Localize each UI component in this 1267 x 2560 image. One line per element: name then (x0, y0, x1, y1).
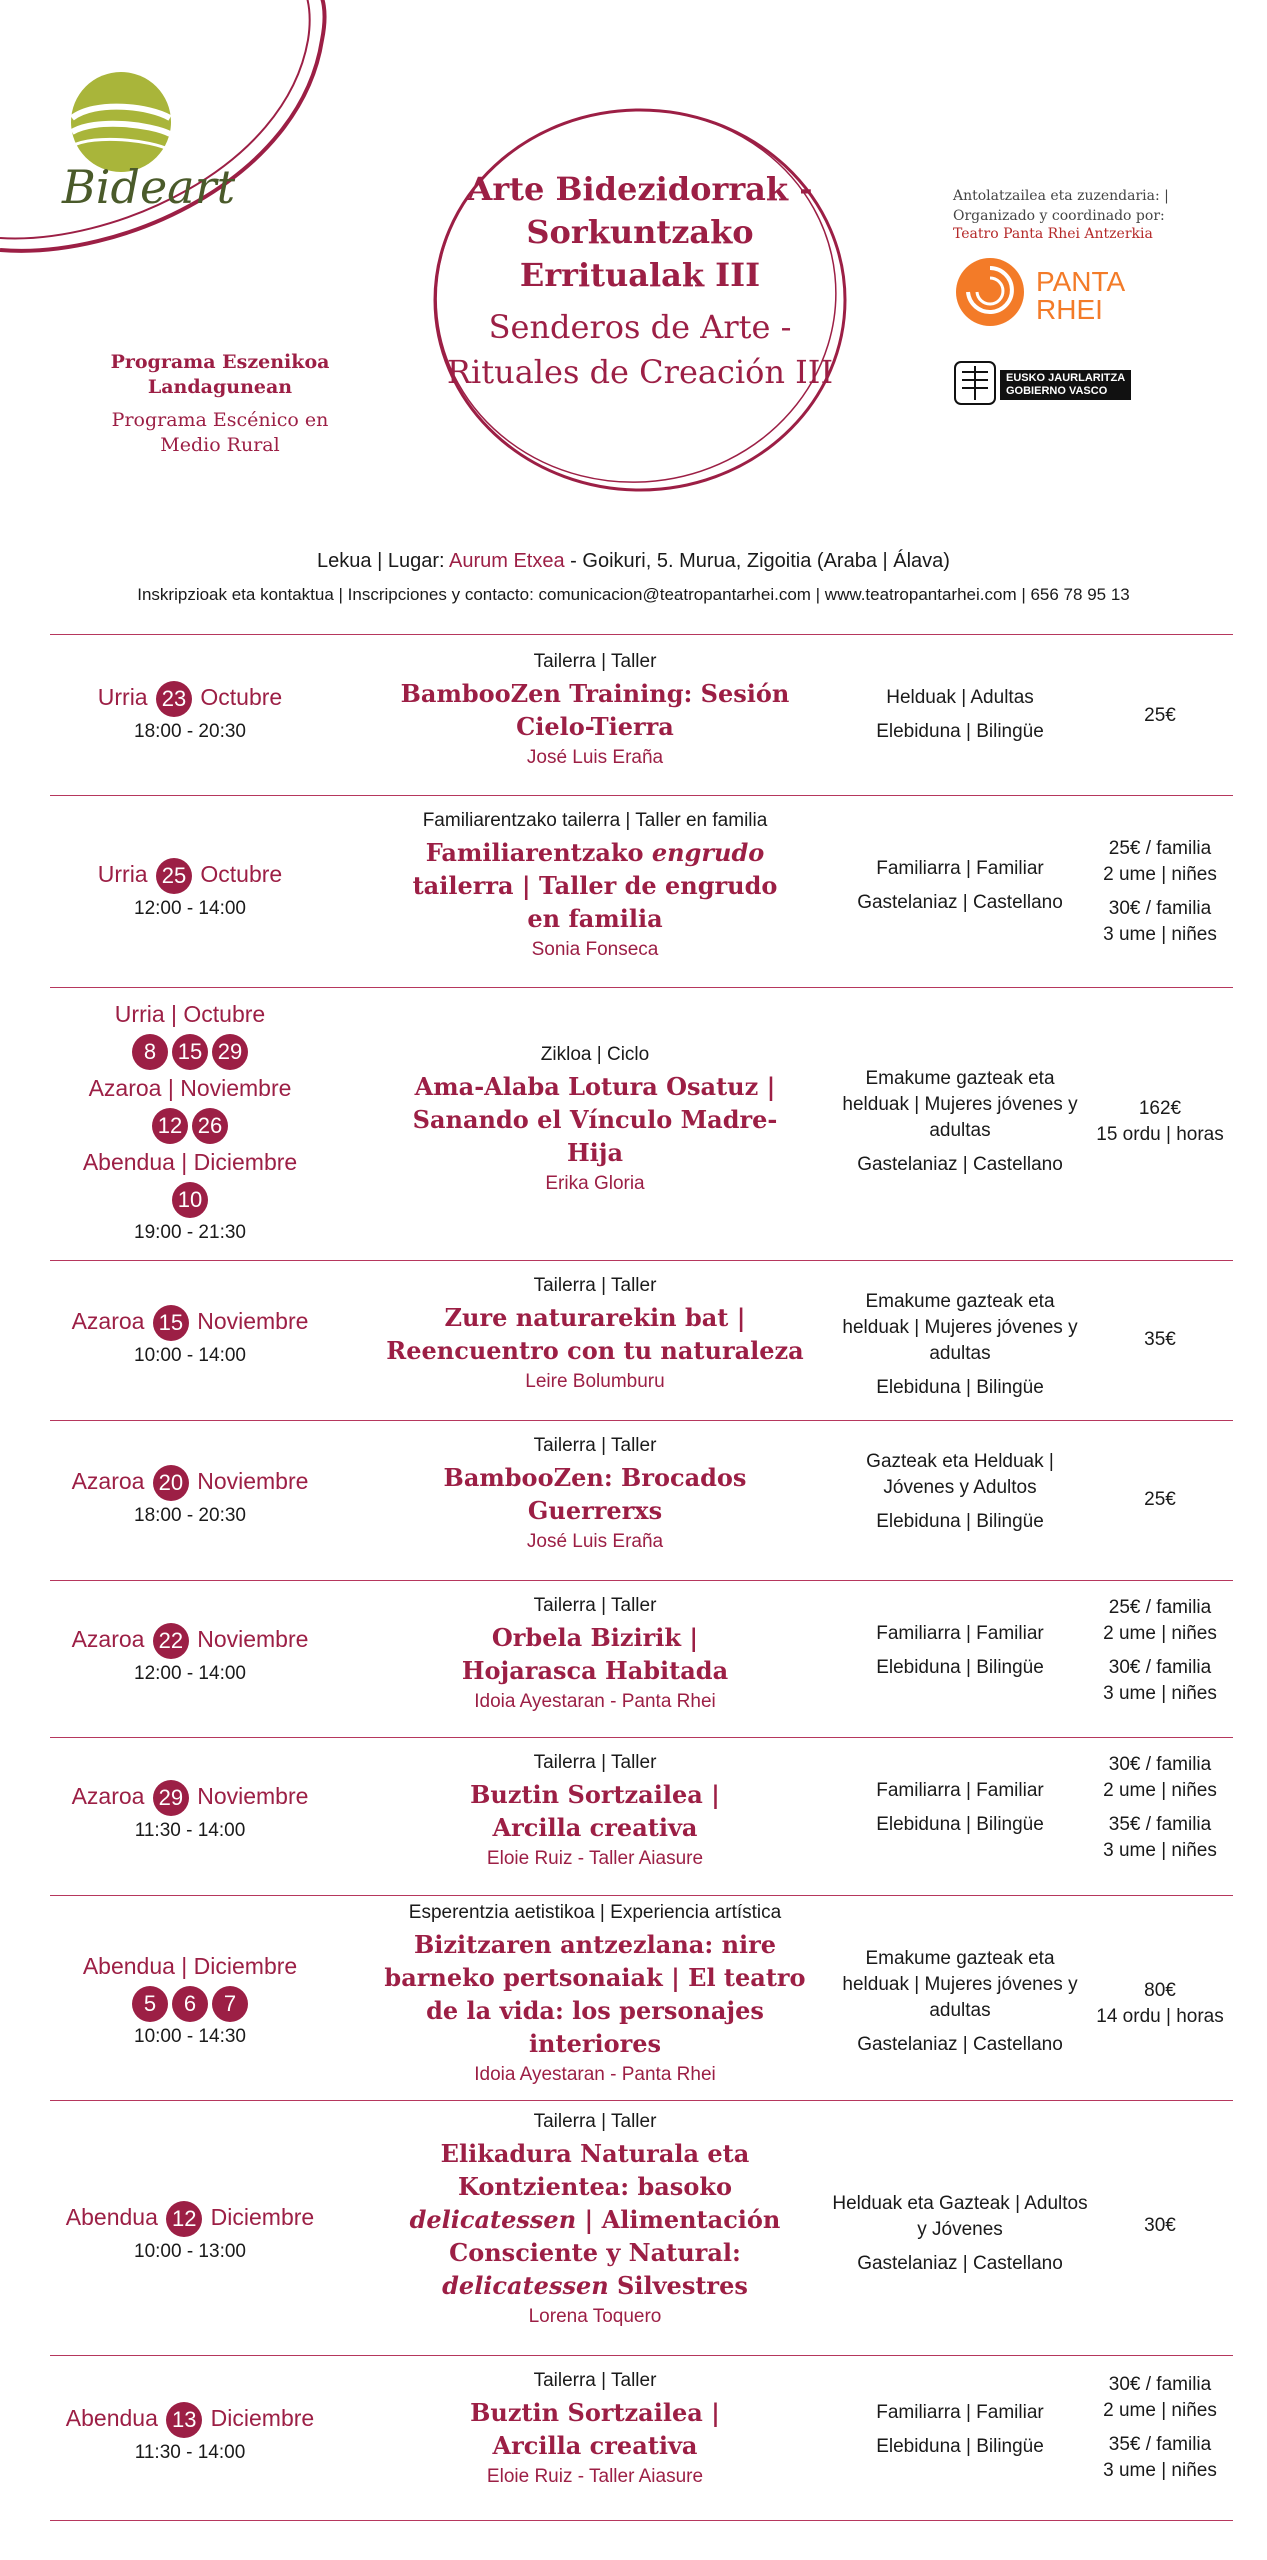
event-title: Ama-Alaba Lotura Osatuz | Sanando el Vínculo Madre-Hija (412, 1072, 778, 1167)
price-line: 2 ume | niñes (1103, 1780, 1217, 1801)
event-date (50, 2400, 330, 2468)
divider (50, 2520, 1233, 2521)
month-eu: Abendua (65, 2204, 158, 2230)
price-line: 25€ (1144, 705, 1176, 726)
event-time: 10:00 - 14:30 (134, 2025, 246, 2047)
event-audience (830, 856, 1090, 916)
event-category: Tailerra | Taller (533, 1595, 657, 1616)
month-eu: Azaroa (71, 1308, 145, 1334)
day-badge: 15 (172, 1034, 208, 1070)
day-badge: 23 (156, 681, 192, 717)
panta-rhei-logo-icon (956, 258, 1024, 326)
government-logo-text (1000, 370, 1131, 400)
event-title: Buztin Sortzailea | Arcilla creativa (470, 1780, 720, 1842)
event-title: BambooZen: Brocados Guerrerxs (443, 1463, 747, 1525)
day-badges (50, 1180, 330, 1218)
event-date (50, 856, 330, 924)
price-line: 3 ume | niñes (1103, 1840, 1217, 1861)
day-badge: 10 (172, 1182, 208, 1218)
panta-rhei-logo-word-2: RHEI (1036, 294, 1103, 325)
price-line: 3 ume | niñes (1103, 924, 1217, 945)
day-badge: 13 (166, 2402, 202, 2438)
price-line: 35€ / familia (1108, 2434, 1212, 2455)
month-es: Diciembre (210, 2204, 315, 2230)
month-es: Noviembre (197, 1308, 309, 1334)
price-line: 14 ordu | horas (1096, 2006, 1224, 2027)
language-line: Elebiduna | Bilingüe (876, 1377, 1044, 1398)
event-time: 19:00 - 21:30 (134, 1221, 246, 1243)
event-info (330, 806, 860, 965)
event-facilitator: Eloie Ruiz - Taller Aiasure (486, 1848, 704, 1869)
organizer-name: Teatro Panta Rhei Antzerkia (953, 226, 1153, 242)
government-crest-icon (955, 362, 995, 404)
day-badges (50, 1032, 330, 1070)
program-title-es: Programa Escénico en Medio Rural (111, 409, 329, 456)
event-date (50, 1778, 330, 1846)
language-line: Gastelaniaz | Castellano (857, 2253, 1063, 2274)
event-facilitator: Eloie Ruiz - Taller Aiasure (486, 2466, 704, 2487)
language-line: Elebiduna | Bilingüe (876, 1511, 1044, 1532)
price-line: 2 ume | niñes (1103, 864, 1217, 885)
event-audience (830, 2191, 1090, 2277)
day-badge: 6 (172, 1986, 208, 2022)
event-row (50, 1421, 1233, 1580)
day-badges (50, 1106, 330, 1144)
date-line (50, 1463, 330, 1501)
language-line: Elebiduna | Bilingüe (876, 1814, 1044, 1835)
event-row (50, 1896, 1233, 2100)
event-time: 10:00 - 13:00 (134, 2240, 246, 2262)
audience-line: Emakume gazteak eta helduak | Mujeres jóvenes y adultas (842, 1948, 1078, 2021)
month-line: Abendua | Diciembre (82, 1953, 298, 1979)
bideart-logo-icon (71, 72, 171, 172)
month-es: Noviembre (197, 1783, 309, 1809)
event-price (1080, 1096, 1240, 1148)
title-part: Elikadura Naturala eta Kontzientea: basoko (440, 2139, 750, 2201)
event-facilitator: José Luis Eraña (526, 1531, 664, 1552)
event-time: 18:00 - 20:30 (134, 720, 246, 742)
event-info (330, 1271, 860, 1397)
event-price (1080, 2372, 1240, 2484)
location-prefix: Lekua | Lugar: (317, 550, 445, 572)
language-line: Elebiduna | Bilingüe (876, 1657, 1044, 1678)
price-line: 162€ (1138, 1098, 1182, 1119)
event-category: Tailerra | Taller (533, 1275, 657, 1296)
price-line: 30€ / familia (1108, 2374, 1212, 2395)
language-line: Elebiduna | Bilingüe (876, 2436, 1044, 2457)
event-time: 12:00 - 14:00 (134, 1662, 246, 1684)
day-badge: 5 (132, 1986, 168, 2022)
audience-line: Emakume gazteak eta helduak | Mujeres jóvenes y adultas (842, 1291, 1078, 1364)
day-badge: 29 (212, 1034, 248, 1070)
month-eu: Azaroa (71, 1468, 145, 1494)
month-eu: Urria (97, 684, 148, 710)
language-line: Gastelaniaz | Castellano (857, 1154, 1063, 1175)
bideart-logo-text: Bideart (62, 160, 236, 214)
event-price (1080, 703, 1240, 729)
price-line: 30€ / familia (1108, 1657, 1212, 1678)
language-line: Gastelaniaz | Castellano (857, 2034, 1063, 2055)
month-es: Octubre (200, 861, 283, 887)
title-part: Familiarentzako (425, 838, 644, 867)
event-info (330, 2366, 860, 2492)
government-logo-line-2: GOBIERNO VASCO (1006, 385, 1108, 397)
event-category: Zikloa | Ciclo (540, 1044, 650, 1065)
event-row (50, 1581, 1233, 1737)
event-audience (830, 1778, 1090, 1838)
audience-line: Familiarra | Familiar (876, 2402, 1044, 2423)
day-badge: 25 (156, 858, 192, 894)
day-badge: 12 (166, 2201, 202, 2237)
event-info (330, 1748, 860, 1874)
price-line: 2 ume | niñes (1103, 2400, 1217, 2421)
event-time: 12:00 - 14:00 (134, 897, 246, 919)
event-row (50, 1261, 1233, 1420)
event-category: Tailerra | Taller (533, 1435, 657, 1456)
day-badge: 8 (132, 1034, 168, 1070)
main-title-eu: Arte Bidezidorrak - Sorkuntzako Erritualak III (467, 170, 813, 294)
event-facilitator: Leire Bolumburu (525, 1371, 665, 1392)
title-part: tailerra | Taller de engrudo en familia (412, 871, 778, 933)
event-audience (830, 1449, 1090, 1535)
event-audience (830, 2400, 1090, 2460)
event-date (50, 1303, 330, 1371)
event-info (330, 1431, 860, 1557)
date-line (50, 2400, 330, 2438)
audience-line: Emakume gazteak eta helduak | Mujeres jóvenes y adultas (842, 1068, 1078, 1141)
event-row (50, 1738, 1233, 1895)
event-date (50, 1463, 330, 1531)
title-italic: delicatessen (442, 2271, 609, 2300)
contact-line: Inskripzioak eta kontaktua | Inscripciones y contacto: comunicacion@teatropantarhei.com | www.teatropantarhei.com | 656 78 95 13 (137, 585, 1130, 604)
month-es: Noviembre (197, 1626, 309, 1652)
day-badge: 15 (153, 1305, 189, 1341)
date-line (50, 1778, 330, 1816)
price-line: 30€ / familia (1108, 898, 1212, 919)
price-line: 30€ / familia (1108, 1754, 1212, 1775)
location-address: - Goikuri, 5. Murua, Zigoitia (Araba | Álava) (570, 550, 950, 572)
title-italic: delicatessen (409, 2205, 577, 2234)
event-row (50, 2356, 1233, 2520)
event-price (1080, 1595, 1240, 1707)
month-es: Noviembre (197, 1468, 309, 1494)
government-logo-line-1: EUSKO JAURLARITZA (1006, 372, 1126, 384)
event-price (1080, 1487, 1240, 1513)
audience-line: Helduak | Adultas (886, 687, 1034, 708)
event-title: Zure naturarekin bat | Reencuentro con tu naturaleza (386, 1303, 804, 1365)
event-info (330, 1898, 860, 2090)
date-line (50, 856, 330, 894)
event-info (330, 1040, 860, 1199)
month-es: Octubre (200, 684, 283, 710)
audience-line: Gazteak eta Helduak | Jóvenes y Adultos (866, 1451, 1054, 1498)
event-price (1080, 1752, 1240, 1864)
audience-line: Familiarra | Familiar (876, 1780, 1044, 1801)
day-badge: 12 (152, 1108, 188, 1144)
event-title (330, 836, 860, 935)
month-eu: Abendua (65, 2405, 158, 2431)
day-badge: 7 (212, 1986, 248, 2022)
event-price (1080, 1327, 1240, 1353)
price-line: 25€ (1144, 1489, 1176, 1510)
event-facilitator: Idoia Ayestaran - Panta Rhei (474, 1691, 716, 1712)
location-venue: Aurum Etxea (449, 550, 565, 572)
event-category: Tailerra | Taller (533, 2370, 657, 2391)
event-row (50, 796, 1233, 987)
event-audience (830, 1066, 1090, 1178)
panta-rhei-logo-text (1036, 268, 1125, 324)
title-part: Silvestres (617, 2271, 748, 2300)
title-italic: engrudo (651, 838, 765, 867)
price-line: 15 ordu | horas (1096, 1124, 1224, 1145)
event-date (50, 1621, 330, 1689)
price-line: 35€ (1144, 1329, 1176, 1350)
event-audience (830, 1289, 1090, 1401)
event-row (50, 2101, 1233, 2355)
event-category: Tailerra | Taller (533, 1752, 657, 1773)
event-price (1080, 2213, 1240, 2239)
price-line: 35€ / familia (1108, 1814, 1212, 1835)
event-category: Esperentzia aetistikoa | Experiencia artística (408, 1902, 782, 1923)
event-time: 11:30 - 14:00 (134, 1819, 246, 1841)
month-eu: Azaroa (71, 1626, 145, 1652)
event-facilitator: Lorena Toquero (528, 2306, 662, 2327)
event-info (330, 1591, 860, 1717)
day-badge: 20 (153, 1465, 189, 1501)
price-line: 80€ (1144, 1980, 1176, 2001)
event-price (1080, 836, 1240, 948)
event-time: 18:00 - 20:30 (134, 1504, 246, 1526)
price-line: 30€ (1144, 2215, 1176, 2236)
event-row (50, 635, 1233, 795)
event-facilitator: Idoia Ayestaran - Panta Rhei (474, 2064, 716, 2085)
month-line: Azaroa | Noviembre (88, 1074, 292, 1101)
event-title: BambooZen Training: Sesión Cielo-Tierra (400, 679, 790, 741)
day-badge: 22 (153, 1623, 189, 1659)
event-title: Orbela Bizirik | Hojarasca Habitada (461, 1623, 729, 1685)
panta-rhei-logo-word-1: PANTA (1036, 266, 1126, 297)
date-line (50, 679, 330, 717)
main-title-es: Senderos de Arte - Rituales de Creación III (446, 308, 834, 391)
event-audience (830, 1946, 1090, 2058)
organizer-label: Antolatzailea eta zuzendaria: | Organizado y coordinado por: (953, 188, 1169, 224)
price-line: 25€ / familia (1108, 1597, 1212, 1618)
language-line: Gastelaniaz | Castellano (857, 892, 1063, 913)
program-title-eu: Programa Eszenikoa Landagunean (110, 351, 330, 398)
event-info (330, 647, 860, 773)
date-line (50, 1303, 330, 1341)
date-line (50, 1621, 330, 1659)
audience-line: Familiarra | Familiar (876, 1623, 1044, 1644)
event-date (50, 996, 330, 1248)
price-line: 3 ume | niñes (1103, 1683, 1217, 1704)
event-time: 10:00 - 14:00 (134, 1344, 246, 1366)
month-line: Urria | Octubre (114, 1001, 266, 1027)
event-title (330, 2137, 860, 2302)
event-audience (830, 685, 1090, 745)
day-badge: 26 (192, 1108, 228, 1144)
event-facilitator: Sonia Fonseca (531, 939, 659, 960)
price-line: 3 ume | niñes (1103, 2460, 1217, 2481)
event-category: Tailerra | Taller (533, 651, 657, 672)
event-time: 11:30 - 14:00 (134, 2441, 246, 2463)
event-date (50, 679, 330, 747)
audience-line: Familiarra | Familiar (876, 858, 1044, 879)
title-part: | Alimentación Consciente y Natural: (449, 2205, 781, 2267)
event-audience (830, 1621, 1090, 1681)
audience-line: Helduak eta Gazteak | Adultos y Jóvenes (832, 2193, 1088, 2240)
price-line: 25€ / familia (1108, 838, 1212, 859)
month-line: Abendua | Diciembre (82, 1148, 298, 1175)
day-badges (50, 1984, 330, 2022)
event-info (330, 2107, 860, 2332)
event-category: Tailerra | Taller (533, 2111, 657, 2132)
event-price (1080, 1978, 1240, 2030)
event-category: Familiarentzako tailerra | Taller en familia (422, 810, 768, 831)
price-line: 2 ume | niñes (1103, 1623, 1217, 1644)
day-badge: 29 (153, 1780, 189, 1816)
month-eu: Azaroa (71, 1783, 145, 1809)
event-title: Buztin Sortzailea | Arcilla creativa (470, 2398, 720, 2460)
event-row (50, 988, 1233, 1260)
event-title: Bizitzaren antzezlana: nire barneko pertsonaiak | El teatro de la vida: los personajes interiores (384, 1930, 806, 2058)
event-date (50, 2199, 330, 2267)
month-es: Diciembre (210, 2405, 315, 2431)
event-facilitator: José Luis Eraña (526, 747, 664, 768)
location-line (0, 550, 1267, 573)
language-line: Elebiduna | Bilingüe (876, 721, 1044, 742)
date-line (50, 2199, 330, 2237)
month-eu: Urria (97, 861, 148, 887)
event-date (50, 1948, 330, 2052)
event-facilitator: Erika Gloria (545, 1173, 645, 1194)
